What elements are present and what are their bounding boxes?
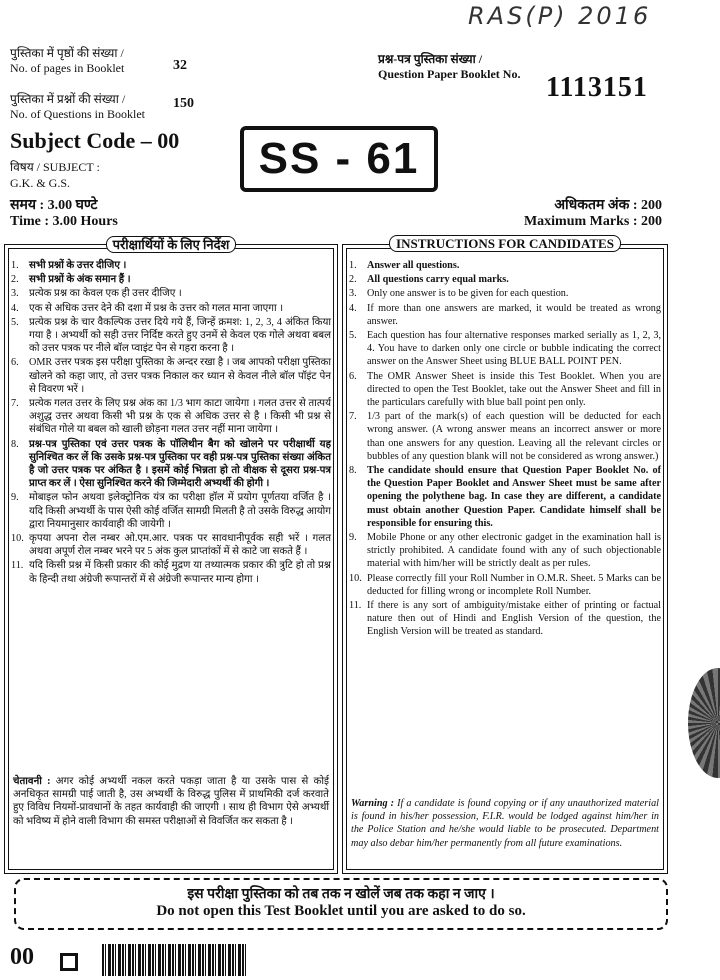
instruction-text: Please correctly fill your Roll Number in O.M.R. Sheet. 5 Marks can be deducted for filling wrong or incomplete Roll Number. [367,572,661,597]
instruction-text: 1/3 part of the mark(s) of each question will be deducted for each wrong answer. (A wrong answer means an incorrect answer or more than one answers for any question. Leaving all the relevant circles or bubbles of any question blank will not be considered as wrong answer.) [367,411,661,462]
instruction-number: 6. [349,370,357,382]
subject-label: विषय / SUBJECT : [10,160,100,174]
instruction-text: कृपया अपना रोल नम्बर ओ.एम.आर. पत्रक पर सावधानीपूर्वक सही भरें । गलत अथवा अपूर्ण रोल नम्बर भरने पर 5 अंक कुल प्राप्तांकों में से काटे जा सकते हैं । [29,533,331,558]
instruction-number: 5. [349,330,357,342]
instruction-item [11,491,331,531]
instruction-text: Answer all questions. [367,260,460,271]
booklet-number: 1113151 [546,72,648,103]
instruction-item [11,532,331,558]
instruction-item [349,572,661,598]
instruction-text: यदि किसी प्रश्न में किसी प्रकार की कोई मुद्रण या तथ्यात्मक प्रकार की त्रुटि हो तो प्रश्न के हिन्दी तथा अंग्रेजी रूपान्तरों में से अंग्रेजी रूपान्तर मान्य होगा । [29,560,331,585]
subject-value: G.K. & G.S. [10,176,71,190]
barcode [102,944,248,976]
instruction-text: प्रत्येक प्रश्न का केवल एक ही उत्तर दीजिए । [29,288,182,300]
instruction-text: OMR उत्तर पत्रक इस परीक्षा पुस्तिका के अन्दर रखा है । जब आपको परीक्षा पुस्तिका खोलने को कहा जाए, तो उत्तर पत्रक निकाल कर ध्यान से केवल नीले बॉल पॉइंट पेन से विवरण भरें । [29,357,331,395]
instruction-number: 3. [349,288,357,300]
instruction-item [349,273,661,286]
instruction-number: 7. [11,398,19,410]
subject-code: Subject Code – 00 [10,128,180,153]
english-instructions-title: INSTRUCTIONS FOR CANDIDATES [389,235,621,252]
instruction-item [349,302,661,328]
hindi-instructions-list [11,259,331,587]
instruction-text: Mobile Phone or any other electronic gadget in the examination hall is strictly prohibited. A candidate found with any of such objectionable material with him/her will be strictly dealt as per rules. [367,532,661,570]
pages-count: 32 [173,58,187,73]
questions-label: पुस्तिका में प्रश्नों की संख्या / No. of Questions in Booklet [10,92,145,121]
instruction-text: सभी प्रश्नों के अंक समान हैं । [29,274,131,286]
instruction-text: Each question has four alternative responses marked serially as 1, 2, 3, 4. You have to darken only one circle or bubble indicating the correct answer on the Answer Sheet using BLUE BALL POINT PEN. [367,330,661,368]
instruction-text: प्रत्येक गलत उत्तर के लिए प्रश्न अंक का 1/3 भाग काटा जायेगा । गलत उत्तर से तात्पर्य अशुद्ध उत्तर अथवा किसी भी प्रश्न के एक से अधिक उत्तर से है । किसी भी प्रश्न से संबंधित गोले या बबल को खाली छोड़ना गलत उत्तर नहीं माना जायेगा । [29,398,331,436]
booklet-no-label: प्रश्न-पत्र पुस्तिका संख्या / Question Paper Booklet No. [378,52,521,81]
instruction-number: 9. [349,532,357,544]
instruction-text: सभी प्रश्नों के उत्तर दीजिए । [29,260,127,271]
footer-code: 00 [10,944,34,970]
handwritten-note: RAS(P) 2016 [468,2,652,30]
instruction-text: प्रश्न-पत्र पुस्तिका एवं उत्तर पत्रक के पॉलिथीन बैग को खोलने पर परीक्षार्थी यह सुनिश्चित कर लें कि उसके प्रश्न-पत्र पुस्तिका पर वही प्रश्न-पत्र पुस्तिका संख्या अंकित है जो उत्तर पत्रक पर अंकित है । इसमें कोई भिन्नता हो तो वीक्षक से दूसरा प्रश्न-पत्र प्राप्त कर लें । ऐसा सुनिश्चित करने की जिम्मेदारी अभ्यर्थी की होगी । [29,438,331,490]
square-mark-icon [60,953,78,971]
instruction-number: 8. [349,465,357,477]
instruction-number: 4. [349,302,357,314]
instruction-item [349,370,661,410]
instruction-item [349,531,661,571]
instruction-item [11,438,331,491]
instruction-number: 11. [11,560,24,572]
instruction-number: 5. [11,316,19,328]
english-instructions-panel [342,236,668,874]
instruction-item [349,287,661,300]
instruction-item [11,397,331,437]
questions-count: 150 [173,96,194,111]
instruction-item [11,302,331,315]
instruction-text: All questions carry equal marks. [367,274,509,286]
instruction-item [349,599,661,639]
instruction-item [349,259,661,272]
hindi-warning: चेतावनी : अगर कोई अभ्यर्थी नकल करते पकड़ा जाता है या उसके पास से कोई अनधिकृत सामग्री पाई जाती है, उस अभ्यर्थी के विरुद्ध पुलिस में प्राथमिकी दर्ज करवाते हुए विविध नियमों-प्रावधानों के तहत कार्यवाही की जाएगी । साथ ही विभाग ऐसे अभ्यर्थी को भविष्य में होने वाली विभाग की समस्त परीक्षाओं से विवर्जित कर सकता है । [13,776,329,827]
instruction-item [349,464,661,530]
banner-hindi: इस परीक्षा पुस्तिका को तब तक न खोलें जब तक कहा न जाए । [187,887,495,902]
instruction-text: If there is any sort of ambiguity/mistake either of printing or factual nature then out of Hindi and English Version of the question, the English Version will be treated as standard. [367,600,661,638]
instruction-text: प्रत्येक प्रश्न के चार वैकल्पिक उत्तर दिये गये हैं, जिन्हें क्रमश: 1, 2, 3, 4 अंकित किया गया है । अभ्यर्थी को सही उत्तर निर्दिष्ट करते हुए उनमें से केवल एक गोले अथवा बबल को उत्तर पत्रक पर नीले बॉल प्वाइंट पेन से गहरा करना है । [29,316,331,355]
hindi-instructions-title: परीक्षार्थियों के लिए निर्देश [106,236,237,253]
instruction-number: 6. [11,357,19,369]
instruction-item [11,559,331,585]
instruction-item [11,356,331,396]
instruction-text: एक से अधिक उत्तर देने की दशा में प्रश्न के उत्तर को गलत माना जाएगा । [29,302,284,314]
pages-label: पुस्तिका में पृष्ठों की संख्या / No. of pages in Booklet [10,46,125,75]
time-info: समय : 3.00 घण्टे Time : 3.00 Hours [10,198,118,229]
instruction-text: मोबाइल फोन अथवा इलेक्ट्रोनिक यंत्र का परीक्षा हॉल में प्रयोग पूर्णतया वर्जित है । यदि किसी अभ्यर्थी के पास ऐसी कोई वर्जित सामग्री मिलती है तो उसके विरुद्ध आयोग द्वारा नियमानुसार कार्यवाही की जायेगी । [29,492,331,530]
instruction-number: 7. [349,411,357,423]
instruction-item [349,329,661,369]
instruction-text: The candidate should ensure that Question Paper Booklet No. of the Question Paper Booklet and Answer Sheet must be same after opening the polythene bag. In case they are different, a candidate must obtain another Question Paper. Candidate himself shall be responsible for ensuring this. [367,465,661,529]
seal-emblem [688,668,720,778]
paper-code-box: SS - 61 [240,126,438,192]
hindi-instructions-panel [4,237,338,874]
instruction-number: 10. [349,572,362,584]
instruction-number: 4. [11,302,19,314]
english-warning: Warning : If a candidate is found copying or if any unauthorized material is found in his/her possession, F.I.R. would be lodged against him/her in the Police Station and he/she would liable to be prosecuted. Department may also debar him/her permanently from all future examinations. [351,798,659,849]
instruction-item [11,259,331,272]
english-instructions-list [349,259,661,640]
instruction-number: 8. [11,438,19,450]
instruction-number: 1. [11,260,19,271]
instruction-item [11,273,331,286]
instruction-number: 3. [11,288,19,300]
instruction-number: 11. [349,600,362,612]
instruction-number: 1. [349,260,357,271]
instruction-text: If more than one answers are marked, it would be treated as wrong answer. [367,302,661,327]
instruction-number: 2. [349,274,357,286]
do-not-open-banner [14,878,668,930]
instruction-number: 10. [11,533,24,545]
instruction-item [11,316,331,356]
instruction-number: 9. [11,492,19,504]
instruction-item [11,287,331,300]
marks-info: अधिकतम अंक : 200 Maximum Marks : 200 [523,198,662,229]
instruction-text: The OMR Answer Sheet is inside this Test Booklet. When you are directed to open the Test Booklet, take out the Answer Sheet and fill in the particulars carefully with blue ball point pen only. [367,370,661,409]
instruction-item [349,410,661,463]
banner-english: Do not open this Test Booklet until you are asked to do so. [156,903,526,919]
instruction-text: Only one answer is to be given for each question. [367,288,569,300]
instruction-number: 2. [11,274,19,286]
